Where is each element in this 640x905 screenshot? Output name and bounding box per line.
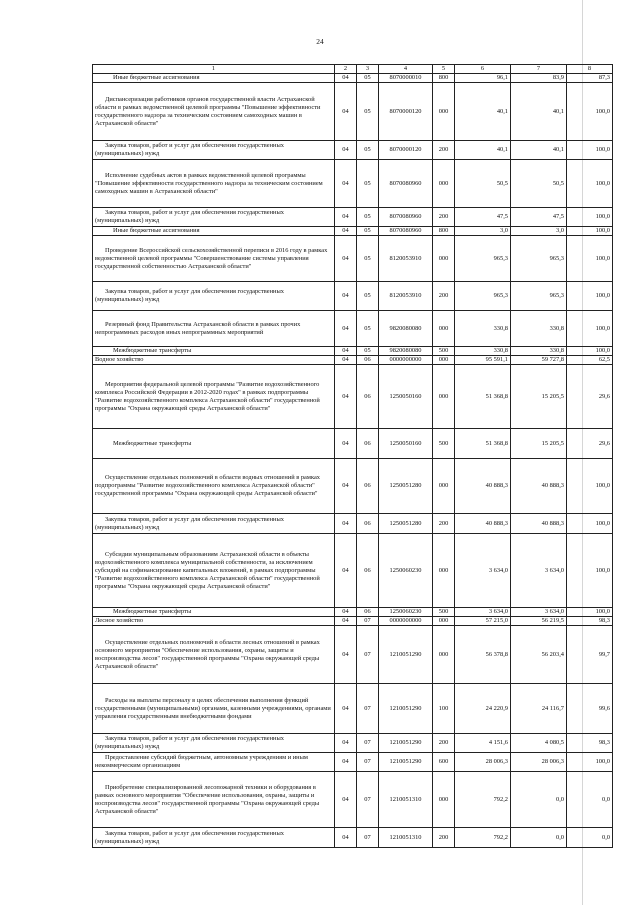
expense-type-code: 000 xyxy=(433,365,455,429)
page-number: 24 xyxy=(316,37,324,46)
execution-percent: 29,6 xyxy=(567,365,613,429)
subsection-code: 07 xyxy=(357,828,379,848)
expense-type-code: 200 xyxy=(433,828,455,848)
executed-amount: 330,8 xyxy=(511,347,567,356)
executed-amount: 330,8 xyxy=(511,311,567,347)
subsection-code: 07 xyxy=(357,734,379,753)
expense-type-code: 000 xyxy=(433,617,455,626)
target-article-code: 8120053910 xyxy=(379,236,433,282)
expense-type-code: 800 xyxy=(433,227,455,236)
table-row xyxy=(93,365,613,429)
planned-amount: 330,8 xyxy=(455,347,511,356)
expense-type-code: 600 xyxy=(433,753,455,772)
execution-percent: 0,0 xyxy=(567,772,613,828)
subsection-code: 05 xyxy=(357,83,379,141)
target-article-code: 9820080080 xyxy=(379,347,433,356)
column-number: 2 xyxy=(335,65,357,74)
execution-percent: 100,0 xyxy=(567,83,613,141)
row-name: Иные бюджетные ассигнования xyxy=(93,74,335,83)
executed-amount: 47,5 xyxy=(511,208,567,227)
subsection-code: 06 xyxy=(357,514,379,534)
column-number: 4 xyxy=(379,65,433,74)
executed-amount: 28 006,3 xyxy=(511,753,567,772)
table-row xyxy=(93,684,613,734)
execution-percent: 99,6 xyxy=(567,684,613,734)
table-row xyxy=(93,626,613,684)
row-name: Закупка товаров, работ и услуг для обеспечения государственных (муниципальных) нужд xyxy=(93,208,335,227)
executed-amount: 40 888,3 xyxy=(511,514,567,534)
row-name: Мероприятия федеральной целевой программы "Развитие водохозяйственного комплекса Российской Федерации в 2012-2020 годах" в рамках подпрограммы "Развитие водохозяйственного комплекса Астраханской области" государственной программы "Охрана окружающей среды Астраханской области" xyxy=(93,365,335,429)
executed-amount: 965,3 xyxy=(511,282,567,311)
table-row xyxy=(93,608,613,617)
planned-amount: 47,5 xyxy=(455,208,511,227)
section-code: 04 xyxy=(335,160,357,208)
planned-amount: 4 151,6 xyxy=(455,734,511,753)
section-code: 04 xyxy=(335,753,357,772)
table-row xyxy=(93,772,613,828)
target-article-code: 1250050160 xyxy=(379,365,433,429)
executed-amount: 40 888,3 xyxy=(511,459,567,514)
budget-table-body xyxy=(93,65,613,848)
expense-type-code: 000 xyxy=(433,83,455,141)
planned-amount: 965,3 xyxy=(455,282,511,311)
target-article-code: 1250060230 xyxy=(379,534,433,608)
execution-percent: 100,0 xyxy=(567,227,613,236)
expense-type-code: 500 xyxy=(433,608,455,617)
execution-percent: 100,0 xyxy=(567,753,613,772)
execution-percent: 100,0 xyxy=(567,347,613,356)
table-row xyxy=(93,208,613,227)
executed-amount: 15 205,5 xyxy=(511,429,567,459)
section-code: 04 xyxy=(335,356,357,365)
executed-amount: 15 205,5 xyxy=(511,365,567,429)
target-article-code: 1250051280 xyxy=(379,459,433,514)
table-row xyxy=(93,617,613,626)
expense-type-code: 800 xyxy=(433,74,455,83)
executed-amount: 56 203,4 xyxy=(511,626,567,684)
execution-percent: 98,3 xyxy=(567,734,613,753)
target-article-code: 1210051290 xyxy=(379,753,433,772)
execution-percent: 100,0 xyxy=(567,459,613,514)
expense-type-code: 200 xyxy=(433,141,455,160)
executed-amount: 0,0 xyxy=(511,828,567,848)
target-article-code: 8070000120 xyxy=(379,83,433,141)
execution-percent: 100,0 xyxy=(567,236,613,282)
planned-amount: 3,0 xyxy=(455,227,511,236)
table-row xyxy=(93,356,613,365)
planned-amount: 95 591,1 xyxy=(455,356,511,365)
expense-type-code: 200 xyxy=(433,208,455,227)
row-name: Осуществление отдельных полномочий в области водных отношений в рамках подпрограммы "Развитие водохозяйственного комплекса Астраханской области" государственной программы "Охрана окружающей среды Астраханской области" xyxy=(93,459,335,514)
column-number: 1 xyxy=(93,65,335,74)
section-code: 04 xyxy=(335,227,357,236)
section-code: 04 xyxy=(335,734,357,753)
target-article-code: 1210051290 xyxy=(379,734,433,753)
executed-amount: 0,0 xyxy=(511,772,567,828)
executed-amount: 4 080,5 xyxy=(511,734,567,753)
expense-type-code: 000 xyxy=(433,626,455,684)
subsection-code: 05 xyxy=(357,141,379,160)
table-row xyxy=(93,311,613,347)
planned-amount: 50,5 xyxy=(455,160,511,208)
executed-amount: 56 219,5 xyxy=(511,617,567,626)
column-number-row xyxy=(93,65,613,74)
section-code: 04 xyxy=(335,282,357,311)
row-name: Лесное хозяйство xyxy=(93,617,335,626)
row-name: Предоставление субсидий бюджетным, автономным учреждениям и иным некоммерческим организациям xyxy=(93,753,335,772)
target-article-code: 9820080080 xyxy=(379,311,433,347)
table-row xyxy=(93,828,613,848)
target-article-code: 1250051280 xyxy=(379,514,433,534)
subsection-code: 06 xyxy=(357,459,379,514)
execution-percent: 62,5 xyxy=(567,356,613,365)
table-row xyxy=(93,534,613,608)
executed-amount: 3 634,0 xyxy=(511,608,567,617)
expense-type-code: 500 xyxy=(433,347,455,356)
target-article-code: 8070080960 xyxy=(379,227,433,236)
table-row xyxy=(93,83,613,141)
execution-percent: 0,0 xyxy=(567,828,613,848)
executed-amount: 59 727,8 xyxy=(511,356,567,365)
executed-amount: 24 116,7 xyxy=(511,684,567,734)
subsection-code: 05 xyxy=(357,311,379,347)
row-name: Межбюджетные трансферты xyxy=(93,608,335,617)
planned-amount: 40 888,3 xyxy=(455,459,511,514)
planned-amount: 96,1 xyxy=(455,74,511,83)
section-code: 04 xyxy=(335,74,357,83)
subsection-code: 05 xyxy=(357,282,379,311)
table-row xyxy=(93,236,613,282)
section-code: 04 xyxy=(335,828,357,848)
column-number: 7 xyxy=(511,65,567,74)
subsection-code: 06 xyxy=(357,356,379,365)
execution-percent: 100,0 xyxy=(567,311,613,347)
planned-amount: 57 215,0 xyxy=(455,617,511,626)
expense-type-code: 000 xyxy=(433,356,455,365)
planned-amount: 40,1 xyxy=(455,141,511,160)
execution-percent: 100,0 xyxy=(567,160,613,208)
section-code: 04 xyxy=(335,684,357,734)
expense-type-code: 000 xyxy=(433,772,455,828)
column-number: 6 xyxy=(455,65,511,74)
target-article-code: 1210051310 xyxy=(379,828,433,848)
expense-type-code: 200 xyxy=(433,514,455,534)
section-code: 04 xyxy=(335,208,357,227)
target-article-code: 8070080960 xyxy=(379,208,433,227)
planned-amount: 24 220,9 xyxy=(455,684,511,734)
expense-type-code: 000 xyxy=(433,236,455,282)
row-name: Приобретение специализированной лесопожарной техники и оборудования в рамках основного мероприятия "Обеспечение использования, охраны, защиты и воспроизводства лесов" государственной программы "Охрана окружающей среды Астраханской области" xyxy=(93,772,335,828)
row-name: Иные бюджетные ассигнования xyxy=(93,227,335,236)
table-row xyxy=(93,753,613,772)
row-name: Проведение Всероссийской сельскохозяйственной переписи в 2016 году в рамках ведомственной целевой программы "Совершенствование системы управления государственной собственностью Астраханской области" xyxy=(93,236,335,282)
section-code: 04 xyxy=(335,83,357,141)
section-code: 04 xyxy=(335,236,357,282)
table-row xyxy=(93,74,613,83)
row-name: Резервный фонд Правительства Астраханской области в рамках прочих непрограммных расходов иных непрограммных мероприятий xyxy=(93,311,335,347)
planned-amount: 330,8 xyxy=(455,311,511,347)
expense-type-code: 000 xyxy=(433,311,455,347)
subsection-code: 07 xyxy=(357,753,379,772)
subsection-code: 07 xyxy=(357,617,379,626)
execution-percent: 29,6 xyxy=(567,429,613,459)
table-row xyxy=(93,141,613,160)
execution-percent: 87,3 xyxy=(567,74,613,83)
executed-amount: 50,5 xyxy=(511,160,567,208)
target-article-code: 8120053910 xyxy=(379,282,433,311)
expense-type-code: 200 xyxy=(433,282,455,311)
column-number: 8 xyxy=(567,65,613,74)
target-article-code: 8070000120 xyxy=(379,141,433,160)
expense-type-code: 500 xyxy=(433,429,455,459)
row-name: Межбюджетные трансферты xyxy=(93,429,335,459)
subsection-code: 05 xyxy=(357,227,379,236)
target-article-code: 1210051290 xyxy=(379,684,433,734)
target-article-code: 1250060230 xyxy=(379,608,433,617)
row-name: Закупка товаров, работ и услуг для обеспечения государственных (муниципальных) нужд xyxy=(93,828,335,848)
section-code: 04 xyxy=(335,608,357,617)
target-article-code: 8070000010 xyxy=(379,74,433,83)
row-name: Водное хозяйство xyxy=(93,356,335,365)
execution-percent: 100,0 xyxy=(567,141,613,160)
planned-amount: 3 634,0 xyxy=(455,608,511,617)
subsection-code: 05 xyxy=(357,208,379,227)
column-number: 5 xyxy=(433,65,455,74)
section-code: 04 xyxy=(335,141,357,160)
planned-amount: 40 888,3 xyxy=(455,514,511,534)
section-code: 04 xyxy=(335,617,357,626)
subsection-code: 05 xyxy=(357,347,379,356)
planned-amount: 28 006,3 xyxy=(455,753,511,772)
subsection-code: 05 xyxy=(357,160,379,208)
planned-amount: 792,2 xyxy=(455,828,511,848)
planned-amount: 965,3 xyxy=(455,236,511,282)
section-code: 04 xyxy=(335,772,357,828)
section-code: 04 xyxy=(335,626,357,684)
executed-amount: 3 634,0 xyxy=(511,534,567,608)
execution-percent: 100,0 xyxy=(567,608,613,617)
subsection-code: 06 xyxy=(357,429,379,459)
execution-percent: 100,0 xyxy=(567,282,613,311)
section-code: 04 xyxy=(335,514,357,534)
subsection-code: 07 xyxy=(357,626,379,684)
target-article-code: 8070080960 xyxy=(379,160,433,208)
section-code: 04 xyxy=(335,311,357,347)
target-article-code: 1210051290 xyxy=(379,626,433,684)
executed-amount: 3,0 xyxy=(511,227,567,236)
row-name: Закупка товаров, работ и услуг для обеспечения государственных (муниципальных) нужд xyxy=(93,141,335,160)
execution-percent: 100,0 xyxy=(567,534,613,608)
planned-amount: 51 368,8 xyxy=(455,429,511,459)
section-code: 04 xyxy=(335,347,357,356)
subsection-code: 06 xyxy=(357,608,379,617)
table-row xyxy=(93,160,613,208)
expense-type-code: 200 xyxy=(433,734,455,753)
section-code: 04 xyxy=(335,429,357,459)
target-article-code: 0000000000 xyxy=(379,356,433,365)
table-row xyxy=(93,429,613,459)
section-code: 04 xyxy=(335,534,357,608)
planned-amount: 40,1 xyxy=(455,83,511,141)
subsection-code: 06 xyxy=(357,534,379,608)
subsection-code: 05 xyxy=(357,74,379,83)
row-name: Субсидии муниципальным образованиям Астраханской области в объекты водохозяйственного комплекса муниципальной собственности, за исключением субсидий на софинансирование капитальных вложений, в рамках подпрограммы "Развитие водохозяйственного комплекса Астраханской области" государственной программы "Охрана окружающей среды Астраханской области" xyxy=(93,534,335,608)
row-name: Закупка товаров, работ и услуг для обеспечения государственных (муниципальных) нужд xyxy=(93,282,335,311)
target-article-code: 1250050160 xyxy=(379,429,433,459)
execution-percent: 100,0 xyxy=(567,208,613,227)
table-row xyxy=(93,459,613,514)
planned-amount: 56 378,8 xyxy=(455,626,511,684)
section-code: 04 xyxy=(335,459,357,514)
row-name: Закупка товаров, работ и услуг для обеспечения государственных (муниципальных) нужд xyxy=(93,514,335,534)
expense-type-code: 100 xyxy=(433,684,455,734)
subsection-code: 06 xyxy=(357,365,379,429)
execution-percent: 99,7 xyxy=(567,626,613,684)
table-row xyxy=(93,514,613,534)
subsection-code: 07 xyxy=(357,772,379,828)
row-name: Межбюджетные трансферты xyxy=(93,347,335,356)
target-article-code: 1210051310 xyxy=(379,772,433,828)
executed-amount: 40,1 xyxy=(511,141,567,160)
row-name: Исполнение судебных актов в рамках ведомственной целевой программы "Повышение эффективности государственного надзора за техническим состоянием самоходных машин в Астраханской области" xyxy=(93,160,335,208)
executed-amount: 40,1 xyxy=(511,83,567,141)
executed-amount: 965,3 xyxy=(511,236,567,282)
executed-amount: 83,9 xyxy=(511,74,567,83)
expense-type-code: 000 xyxy=(433,534,455,608)
planned-amount: 792,2 xyxy=(455,772,511,828)
table-row xyxy=(93,734,613,753)
row-name: Закупка товаров, работ и услуг для обеспечения государственных (муниципальных) нужд xyxy=(93,734,335,753)
row-name: Диспансеризация работников органов государственной власти Астраханской области в рамках ведомственной целевой программы "Повышение эффективности государственного надзора за техническим состоянием самоходных машин в Астраханской области" xyxy=(93,83,335,141)
table-row xyxy=(93,347,613,356)
expense-type-code: 000 xyxy=(433,160,455,208)
execution-percent: 100,0 xyxy=(567,514,613,534)
table-row xyxy=(93,282,613,311)
target-article-code: 0000000000 xyxy=(379,617,433,626)
expense-type-code: 000 xyxy=(433,459,455,514)
planned-amount: 51 368,8 xyxy=(455,365,511,429)
subsection-code: 07 xyxy=(357,684,379,734)
row-name: Осуществление отдельных полномочий в области лесных отношений в рамках основного мероприятия "Обеспечение использования, охраны, защиты и воспроизводства лесов" государственной программы "Охрана окружающей среды Астраханской области" xyxy=(93,626,335,684)
row-name: Расходы на выплаты персоналу в целях обеспечения выполнения функций государственными (муниципальными) органами, казенными учреждениями, органами управления государственными внебюджетными фондами xyxy=(93,684,335,734)
section-code: 04 xyxy=(335,365,357,429)
subsection-code: 05 xyxy=(357,236,379,282)
column-number: 3 xyxy=(357,65,379,74)
table-row xyxy=(93,227,613,236)
planned-amount: 3 634,0 xyxy=(455,534,511,608)
execution-percent: 98,3 xyxy=(567,617,613,626)
budget-table xyxy=(92,64,613,848)
